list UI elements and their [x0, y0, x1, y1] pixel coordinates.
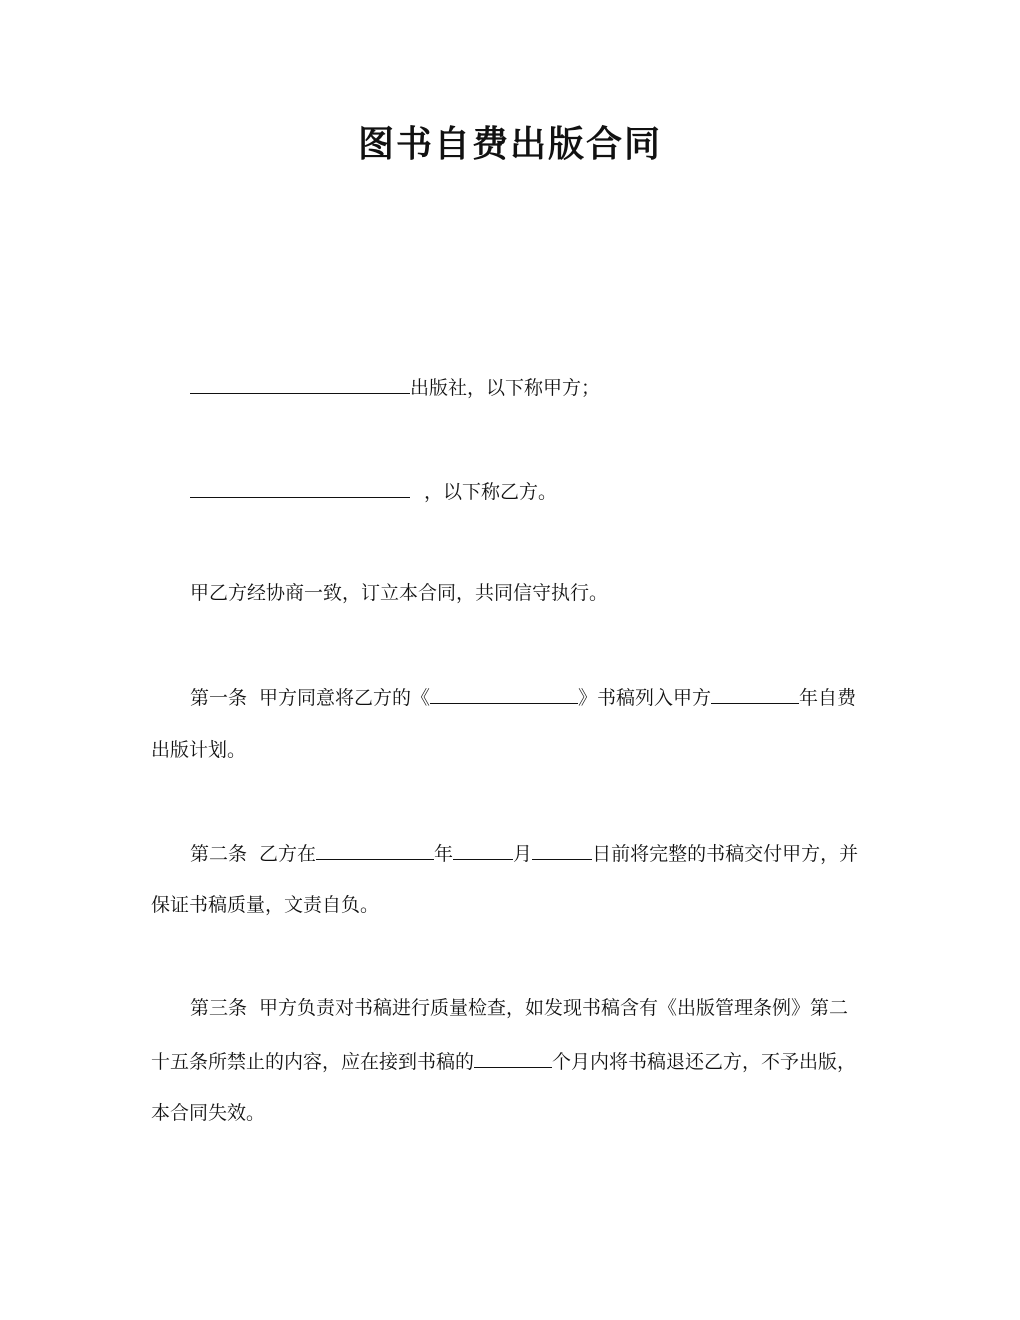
article-1-text-3: 年自费	[799, 687, 857, 709]
article-2-label: 第二条	[190, 843, 248, 865]
article-3-line-3: 本合同失效。	[151, 1102, 266, 1124]
article-2-text-4: 日前将完整的书稿交付甲方，并	[592, 843, 859, 865]
article-2-line-1	[190, 840, 858, 867]
article-2-text-1: 乙方在	[259, 843, 317, 865]
party-a-suffix: 出版社，以下称甲方；	[410, 377, 601, 399]
article-1-year-blank[interactable]	[711, 684, 799, 704]
party-b-suffix: ，以下称乙方。	[424, 481, 558, 503]
article-3-text-2a: 十五条所禁止的内容，应在接到书稿的	[151, 1051, 475, 1073]
party-a-blank[interactable]	[190, 374, 410, 394]
article-3-text-2b: 个月内将书稿退还乙方，不予出版，	[552, 1051, 857, 1073]
article-2-month-blank[interactable]	[453, 840, 513, 860]
party-b-blank[interactable]	[190, 478, 410, 498]
article-1-book-title-blank[interactable]	[430, 684, 578, 704]
party-b-line	[190, 478, 557, 505]
article-3-label: 第三条	[190, 997, 248, 1019]
article-2-text-3: 月	[513, 843, 533, 865]
article-2-day-blank[interactable]	[532, 840, 592, 860]
article-3-line-1	[190, 995, 848, 1021]
article-2-year-blank[interactable]	[316, 840, 434, 860]
article-1-line-1	[190, 684, 856, 711]
article-1-text-2: 》书稿列入甲方	[578, 687, 712, 709]
article-3-text-1: 甲方负责对书稿进行质量检查，如发现书稿含有《出版管理条例》第二	[259, 997, 849, 1019]
party-a-line	[190, 374, 600, 401]
article-1-text-1: 甲方同意将乙方的《	[259, 687, 431, 709]
preamble: 甲乙方经协商一致，订立本合同，共同信守执行。	[190, 582, 609, 604]
article-3-months-blank[interactable]	[474, 1048, 552, 1068]
article-3-line-2	[151, 1048, 856, 1075]
article-2-line-2: 保证书稿质量，文责自负。	[151, 894, 380, 916]
article-1-label: 第一条	[190, 687, 248, 709]
article-1-line-2: 出版计划。	[151, 739, 247, 761]
article-2-text-2: 年	[434, 843, 454, 865]
document-title: 图书自费出版合同	[357, 124, 662, 165]
